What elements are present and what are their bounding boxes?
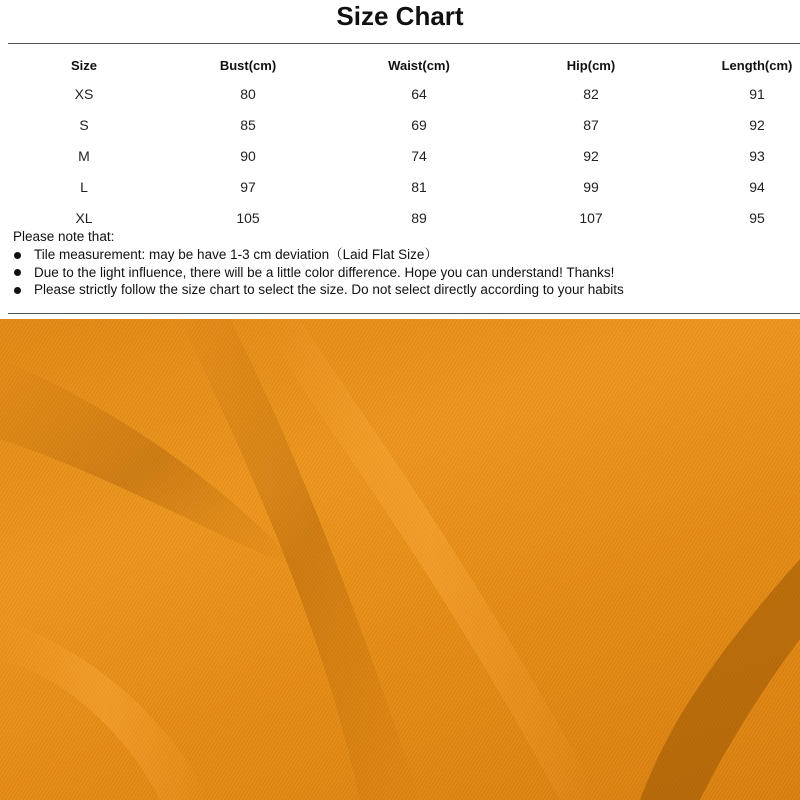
bullet-icon [14,252,21,259]
note-item [13,264,793,282]
length-cell: 93 [749,148,765,164]
fabric-fold-shadow [640,559,800,800]
table-row [0,142,800,173]
waist-cell: 89 [411,210,427,226]
table-header-row [0,52,800,80]
waist-cell: 81 [411,179,427,195]
fabric-fold-shadow [180,319,420,800]
length-cell: 91 [749,86,765,102]
header-size: Size [70,58,97,73]
bust-cell: 85 [240,117,256,133]
fabric-photo [0,319,800,800]
notes-heading: Please note that: [13,229,115,244]
note-text: Please strictly follow the size chart to select the size. Do not select directly according to your habits [34,282,624,297]
size-cell: XL [75,210,93,226]
fabric-fold-highlight [0,619,210,800]
note-item [13,246,793,264]
hip-cell: 87 [583,117,599,133]
length-cell: 92 [749,117,765,133]
table-row [0,111,800,142]
table-row [0,173,800,204]
note-text: Due to the light influence, there will be a little color difference. Hope you can understand! Thanks! [34,264,615,280]
top-divider [8,43,800,44]
bust-cell: 105 [236,210,260,226]
waist-cell: 69 [411,117,427,133]
bottom-divider [8,313,800,314]
length-cell: 94 [749,179,765,195]
bust-cell: 80 [240,86,256,102]
page-title: Size Chart [336,1,464,31]
bullet-icon [14,269,21,276]
hip-cell: 99 [583,179,599,195]
hip-cell: 82 [583,86,599,102]
header-waist: Waist(cm) [388,58,450,73]
waist-cell: 74 [411,148,427,164]
size-cell: M [78,148,90,164]
header-hip: Hip(cm) [566,58,616,73]
size-cell: XS [74,86,94,102]
bullet-icon [14,287,21,294]
fabric-folds [0,319,800,800]
size-table [0,52,800,235]
waist-cell: 64 [411,86,427,102]
size-cell: S [79,117,89,133]
bust-cell: 97 [240,179,256,195]
header-length: Length(cm) [721,58,793,73]
hip-cell: 92 [583,148,599,164]
bust-cell: 90 [240,148,256,164]
length-cell: 95 [749,210,765,226]
note-item [13,281,793,299]
table-row [0,80,800,111]
header-bust: Bust(cm) [219,58,277,73]
size-cell: L [80,179,88,195]
note-text: Tile measurement: may be have 1-3 cm deviation（Laid Flat Size） [34,247,438,262]
hip-cell: 107 [579,210,603,226]
notes-section [13,228,793,299]
